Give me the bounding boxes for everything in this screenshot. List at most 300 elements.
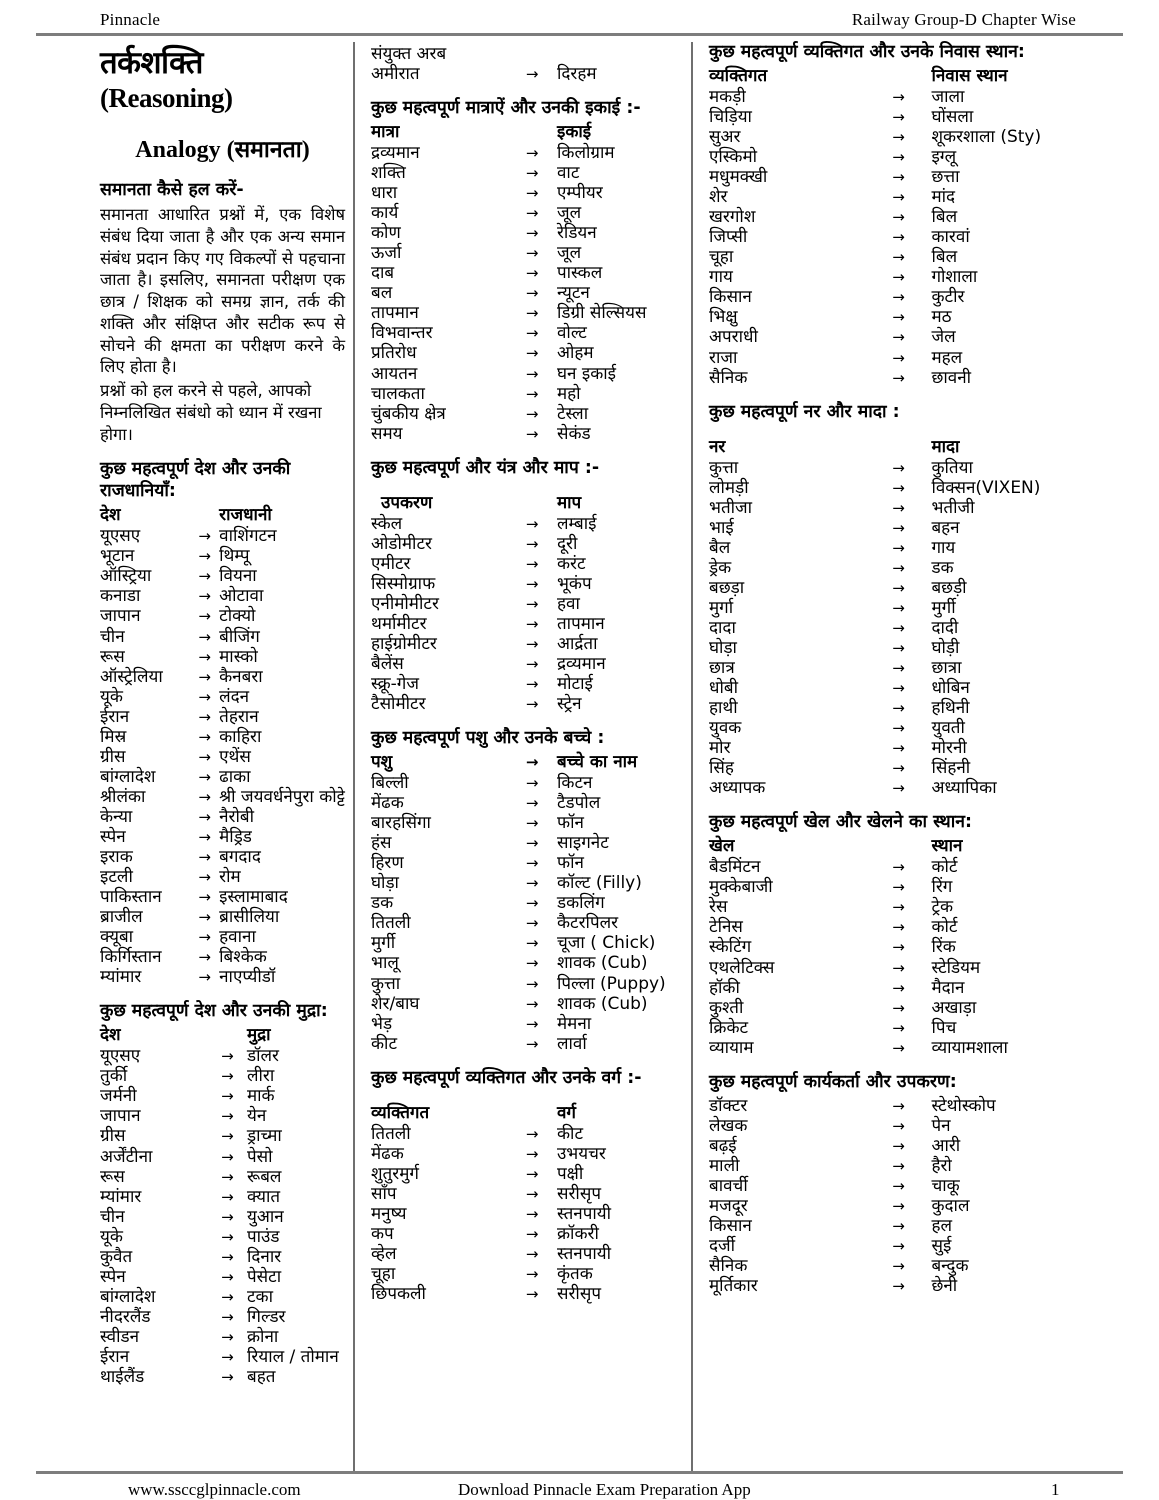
row-key: बिल्ली <box>371 773 409 794</box>
table-row <box>709 87 1121 107</box>
arrow-icon: → <box>525 834 539 853</box>
table-row <box>371 634 681 654</box>
row-key: हाथी <box>709 698 738 719</box>
row-value: ओटावा <box>219 586 264 607</box>
row-value: घन इकाई <box>556 363 617 384</box>
row-value: इस्लामाबाद <box>219 887 288 908</box>
row-key: स्पेन <box>100 826 126 847</box>
row-key: मेंढक <box>371 1143 404 1164</box>
row-key: कुत्ता <box>709 457 739 478</box>
arrow-icon: → <box>892 1216 905 1235</box>
instruments-col2-header: माप <box>556 492 582 513</box>
arrow-icon: → <box>525 224 539 243</box>
row-key: रूस <box>100 1166 125 1187</box>
table-row <box>709 1136 1121 1156</box>
arrow-icon: → <box>198 527 211 546</box>
table-row <box>371 283 681 303</box>
row-key: पाकिस्तान <box>100 887 162 908</box>
quantities-table-body <box>371 122 681 444</box>
gender-heading: कुछ महत्वपूर्ण नर और मादा : <box>709 401 900 422</box>
table-row <box>709 1236 1121 1256</box>
table-row <box>371 773 681 793</box>
arrow-icon: → <box>221 1087 234 1106</box>
table-row <box>709 1116 1121 1136</box>
row-key: मूर्तिकार <box>709 1276 758 1297</box>
arrow-icon: → <box>221 1047 234 1066</box>
arrow-icon: → <box>892 618 905 637</box>
row-value: डॉलर <box>246 1046 279 1067</box>
arrow-icon: → <box>525 752 539 771</box>
row-value: कृंतक <box>556 1263 593 1284</box>
row-key: तापमान <box>371 303 419 324</box>
table-row <box>371 1204 681 1224</box>
row-key: म्यांमार <box>100 967 142 988</box>
row-value: शूकरशाला (Sty) <box>931 127 1042 148</box>
arrow-icon: → <box>892 1116 905 1135</box>
row-value: घोंसला <box>931 106 974 127</box>
row-value: नाएप्यीडॉ <box>219 967 276 988</box>
arrow-icon: → <box>198 707 211 726</box>
row-key: मिस्र <box>100 726 127 747</box>
table-row <box>371 303 681 323</box>
arrow-icon: → <box>525 654 539 673</box>
row-key: घोड़ा <box>709 637 737 658</box>
footer-website[interactable]: www.ssccglpinnacle.com <box>128 1480 301 1499</box>
row-value: सुई <box>931 1235 952 1256</box>
table-row <box>371 183 681 203</box>
row-value: उभयचर <box>556 1143 606 1164</box>
table-header-row <box>100 505 345 526</box>
table-row <box>371 1014 681 1034</box>
row-key: हाईग्रोमीटर <box>371 633 437 654</box>
row-value: जूल <box>556 243 582 264</box>
row-key: कीट <box>371 1033 398 1054</box>
row-value: व्यायामशाला <box>931 1037 1008 1058</box>
table-row <box>709 478 1121 498</box>
animal-young-table <box>371 752 681 1054</box>
row-key: व्यायाम <box>709 1037 754 1058</box>
table-row <box>100 747 345 767</box>
row-value: स्तनपायी <box>556 1203 612 1224</box>
table-row <box>709 778 1121 798</box>
row-key: डॉक्टर <box>709 1095 748 1116</box>
row-value: ड्राच्मा <box>246 1126 282 1147</box>
row-value: जूल <box>556 203 582 224</box>
classes-heading: कुछ महत्वपूर्ण व्यक्तिगत और उनके वर्ग :- <box>371 1067 642 1088</box>
arrow-icon: → <box>525 1124 539 1143</box>
row-value: करंट <box>556 553 586 574</box>
currency-carryover-body <box>371 44 681 84</box>
table-row <box>100 707 345 727</box>
table-header-row <box>371 1103 681 1124</box>
row-key: भालू <box>371 953 399 974</box>
table-row <box>100 1046 345 1066</box>
table-row <box>371 933 681 953</box>
row-value: स्टेडियम <box>931 957 981 978</box>
columns-container <box>28 36 1131 1471</box>
row-value: मठ <box>931 307 952 328</box>
page-footer <box>28 1474 1131 1500</box>
arrow-icon: → <box>892 719 905 738</box>
table-row <box>371 893 681 913</box>
classes-col2-header: वर्ग <box>556 1102 577 1123</box>
row-key: रेस <box>709 897 728 918</box>
table-row <box>709 1276 1121 1296</box>
table-row <box>709 937 1121 957</box>
table-row <box>100 727 345 747</box>
table-row <box>100 907 345 927</box>
arrow-icon: → <box>198 868 211 887</box>
arrow-icon: → <box>892 288 905 307</box>
table-row <box>709 897 1121 917</box>
capitals-table-body <box>100 505 345 987</box>
table-row <box>371 534 681 554</box>
instruments-table <box>371 493 681 715</box>
row-value: सरीसृप <box>556 1283 601 1304</box>
row-value: गोशाला <box>931 267 978 288</box>
dwellings-table-body <box>709 66 1121 388</box>
arrow-icon: → <box>892 1236 905 1255</box>
table-row <box>371 1164 681 1184</box>
arrow-icon: → <box>525 774 539 793</box>
sports-heading: कुछ महत्वपूर्ण खेल और खेलने का स्थान: <box>709 812 972 833</box>
arrow-icon: → <box>525 894 539 913</box>
table-row <box>371 554 681 574</box>
animal-young-heading: कुछ महत्वपूर्ण पशु और उनके बच्चे : <box>371 728 605 749</box>
instruments-table-body <box>371 493 681 715</box>
table-row <box>709 698 1121 718</box>
arrow-icon: → <box>221 1147 234 1166</box>
arrow-icon: → <box>525 1204 539 1223</box>
table-row <box>709 368 1121 388</box>
arrow-icon: → <box>198 827 211 846</box>
carryover-key-line2: अमीरात <box>371 64 420 85</box>
row-value: पास्कल <box>556 263 603 284</box>
arrow-icon: → <box>221 1207 234 1226</box>
row-key: घोड़ा <box>371 873 399 894</box>
table-row <box>371 1244 681 1264</box>
arrow-icon: → <box>221 1067 234 1086</box>
table-row <box>709 877 1121 897</box>
arrow-icon: → <box>525 164 539 183</box>
arrow-icon: → <box>892 308 905 327</box>
arrow-icon: → <box>525 284 539 303</box>
arrow-icon: → <box>892 578 905 597</box>
currency-carryover-table <box>371 44 681 84</box>
row-key: सुअर <box>709 127 741 148</box>
arrow-icon: → <box>198 787 211 806</box>
arrow-icon: → <box>892 858 905 877</box>
row-key: रूस <box>100 646 125 667</box>
row-key: म्यांमार <box>100 1186 142 1207</box>
arrow-icon: → <box>198 948 211 967</box>
row-value: चाकू <box>931 1175 960 1196</box>
arrow-icon: → <box>892 208 905 227</box>
table-row <box>371 384 681 404</box>
arrow-icon: → <box>892 348 905 367</box>
row-key: बैलेंस <box>371 653 404 674</box>
table-row <box>100 1106 345 1126</box>
row-key: ऑस्ट्रेलिया <box>100 666 163 687</box>
page-title-hindi: तर्कशक्ति <box>100 45 203 81</box>
arrow-icon: → <box>525 974 539 993</box>
arrow-icon: → <box>892 958 905 977</box>
table-row <box>100 1367 345 1387</box>
arrow-icon: → <box>892 188 905 207</box>
row-key: कुवैत <box>100 1246 133 1267</box>
row-value: मुर्गी <box>931 597 956 618</box>
arrow-icon: → <box>525 244 539 263</box>
classes-col1-header: व्यक्तिगत <box>371 1102 430 1123</box>
arrow-icon: → <box>525 1244 539 1263</box>
row-key: समय <box>371 423 403 444</box>
row-key: तितली <box>371 913 411 934</box>
table-row <box>371 163 681 183</box>
row-key: ओडोमीटर <box>371 533 432 554</box>
arrow-icon: → <box>525 634 539 653</box>
row-value: विक्सन(VIXEN) <box>931 477 1041 498</box>
row-key: कोण <box>371 223 401 244</box>
arrow-icon: → <box>221 1107 234 1126</box>
row-value: रियाल / तोमान <box>246 1346 339 1367</box>
column-right <box>691 42 1131 1471</box>
row-key: ईरान <box>100 1346 130 1367</box>
row-value: स्तनपायी <box>556 1243 612 1264</box>
arrow-icon: → <box>892 739 905 758</box>
arrow-icon: → <box>525 1164 539 1183</box>
table-row <box>100 1267 345 1287</box>
row-key: हॉकी <box>709 977 740 998</box>
table-row <box>709 247 1121 267</box>
arrow-icon: → <box>525 914 539 933</box>
capitals-col2-header: राजधानी <box>219 505 272 526</box>
arrow-icon: → <box>525 1014 539 1033</box>
row-key: यूके <box>100 1226 123 1247</box>
row-value: स्टेथोस्कोप <box>931 1095 996 1116</box>
row-value: काहिरा <box>219 726 262 747</box>
table-row <box>100 947 345 967</box>
arrow-icon: → <box>198 767 211 786</box>
sports-table <box>709 836 1121 1058</box>
table-row <box>371 323 681 343</box>
row-key: तितली <box>371 1123 411 1144</box>
row-key: कुत्ता <box>371 973 401 994</box>
table-row <box>100 1347 345 1367</box>
row-value: छावनी <box>931 367 972 388</box>
arrow-icon: → <box>892 228 905 247</box>
row-key: शेर/बाघ <box>371 993 420 1014</box>
table-row <box>100 546 345 566</box>
row-key: धोबी <box>709 678 738 699</box>
footer-app-text: Download Pinnacle Exam Preparation App <box>458 1480 751 1499</box>
arrow-icon: → <box>221 1227 234 1246</box>
row-value: बन्दुक <box>931 1255 969 1276</box>
row-key: अर्जेंटीना <box>100 1146 153 1167</box>
arrow-icon: → <box>892 168 905 187</box>
arrow-icon: → <box>525 874 539 893</box>
table-row <box>371 694 681 714</box>
row-value: अखाड़ा <box>931 997 977 1018</box>
row-key: ऑस्ट्रिया <box>100 566 152 587</box>
row-value: मोटाई <box>556 674 593 695</box>
table-row <box>371 953 681 973</box>
row-value: कैटरपिलर <box>556 913 619 934</box>
arrow-icon: → <box>525 1144 539 1163</box>
arrow-icon: → <box>892 978 905 997</box>
arrow-icon: → <box>198 848 211 867</box>
row-value: रूबल <box>246 1166 282 1187</box>
table-row <box>709 327 1121 347</box>
row-key: लोमड़ी <box>709 477 749 498</box>
arrow-icon: → <box>892 148 905 167</box>
row-value: ब्रासीलिया <box>219 907 280 928</box>
table-row <box>709 638 1121 658</box>
arrow-icon: → <box>525 695 539 714</box>
arrow-icon: → <box>525 954 539 973</box>
table-row <box>100 787 345 807</box>
row-value: डिग्री सेल्सियस <box>556 303 647 324</box>
arrow-icon: → <box>525 1184 539 1203</box>
row-key: छिपकली <box>371 1283 426 1304</box>
table-row <box>371 404 681 424</box>
row-value: क्रॉकरी <box>556 1223 599 1244</box>
row-key: एमीटर <box>371 553 411 574</box>
table-row <box>100 667 345 687</box>
row-key: स्क्रू-गेज <box>371 674 419 695</box>
instruments-heading: कुछ महत्वपूर्ण और यंत्र और माप :- <box>371 457 600 478</box>
table-row <box>709 498 1121 518</box>
table-row <box>371 203 681 223</box>
arrow-icon: → <box>525 65 539 84</box>
row-value: घोड़ी <box>931 637 960 658</box>
row-value: दादी <box>931 617 959 638</box>
row-key: शुतुरमुर्ग <box>371 1163 419 1184</box>
table-row <box>100 1167 345 1187</box>
arrow-icon: → <box>198 968 211 987</box>
row-key: युवक <box>709 718 742 739</box>
row-key: टेनिस <box>709 917 743 938</box>
intro-paragraph-1: समानता आधारित प्रश्नों में, एक विशेष संबंध दिया जाता है और एक अन्य समान संबंध प्रदान किए गए विकल्पों से पहचाना जाता है। इसलिए, समानता परीक्षण एक छात्र / शिक्षक को समग्र ज्ञान, तर्क की शक्ति और संक्षिप्त और सटीक रूप से सोचने की क्षमता का परीक्षण करने के लिए होता है। <box>100 205 345 377</box>
arrow-icon: → <box>892 598 905 617</box>
sports-col1-header: खेल <box>709 836 735 857</box>
table-row <box>709 958 1121 978</box>
arrow-icon: → <box>221 1127 234 1146</box>
row-value: कुटीर <box>931 287 965 308</box>
row-key: सैनिक <box>709 367 748 388</box>
table-row <box>371 1264 681 1284</box>
row-key: चालकता <box>371 383 425 404</box>
row-value: किटन <box>556 773 593 794</box>
row-value: लीरा <box>246 1066 275 1087</box>
gender-col1-header: नर <box>709 436 726 457</box>
table-row <box>371 994 681 1014</box>
row-key: बारहसिंगा <box>371 813 431 834</box>
arrow-icon: → <box>892 779 905 798</box>
row-value: डक <box>931 557 954 578</box>
table-row <box>709 578 1121 598</box>
row-key: विभवान्तर <box>371 323 433 344</box>
row-value: फॉन <box>556 813 584 834</box>
arrow-icon: → <box>198 727 211 746</box>
arrow-icon: → <box>221 1368 234 1387</box>
table-row <box>371 913 681 933</box>
row-value: वाशिंगटन <box>219 526 277 547</box>
arrow-icon: → <box>525 994 539 1013</box>
table-row <box>100 847 345 867</box>
arrow-icon: → <box>525 554 539 573</box>
row-key: भूटान <box>100 546 135 567</box>
row-key: एस्किमो <box>709 147 758 168</box>
row-value: छत्ता <box>931 167 960 188</box>
row-key: ग्रीस <box>100 746 126 767</box>
page-title <box>100 46 345 114</box>
row-value: महल <box>931 347 963 368</box>
arrow-icon: → <box>892 1038 905 1057</box>
row-value: टका <box>246 1286 274 1307</box>
arrow-icon: → <box>198 807 211 826</box>
arrow-icon: → <box>198 687 211 706</box>
row-value: बहन <box>931 517 960 538</box>
row-value: सरीसृप <box>556 1183 601 1204</box>
table-row <box>709 758 1121 778</box>
arrow-icon: → <box>198 888 211 907</box>
arrow-icon: → <box>198 928 211 947</box>
row-value: ओहम <box>556 343 594 364</box>
row-value: ट्रेक <box>931 897 954 918</box>
row-value: महो <box>556 383 581 404</box>
classes-table <box>371 1103 681 1304</box>
arrow-icon: → <box>892 498 905 517</box>
row-value: हल <box>931 1215 953 1236</box>
row-value: बिल <box>931 207 958 228</box>
row-key: जापान <box>100 1106 141 1127</box>
table-row <box>100 1227 345 1247</box>
table-header-row <box>709 836 1121 857</box>
arrow-icon: → <box>892 478 905 497</box>
row-value: टोक्यो <box>219 606 256 627</box>
table-header-row <box>100 1025 345 1046</box>
page-subtitle <box>100 132 345 164</box>
row-key: इटली <box>100 867 133 888</box>
arrow-icon: → <box>525 144 539 163</box>
table-row <box>371 654 681 674</box>
row-value: किलोग्राम <box>556 143 615 164</box>
row-key: क्रिकेट <box>709 1017 749 1038</box>
row-value: साइगनेट <box>556 833 609 854</box>
workers-table-body <box>709 1096 1121 1296</box>
row-value: कारवां <box>931 227 970 248</box>
table-row <box>709 307 1121 327</box>
arrow-icon: → <box>221 1247 234 1266</box>
row-value: कॉल्ट (Filly) <box>556 873 642 894</box>
row-value: ढाका <box>219 766 251 787</box>
row-value: वाट <box>556 163 580 184</box>
sports-table-body <box>709 836 1121 1058</box>
row-value: बगदाद <box>219 847 261 868</box>
table-row <box>709 207 1121 227</box>
arrow-icon: → <box>892 679 905 698</box>
table-row <box>371 1034 681 1054</box>
row-key: बढ़ई <box>709 1135 737 1156</box>
table-row <box>100 526 345 546</box>
row-key: साँप <box>371 1183 397 1204</box>
arrow-icon: → <box>892 248 905 267</box>
table-header-row <box>371 122 681 143</box>
arrow-icon: → <box>892 898 905 917</box>
row-key: चुंबकीय क्षेत्र <box>371 403 446 424</box>
spacer <box>709 426 1121 435</box>
row-key: कनाडा <box>100 586 141 607</box>
